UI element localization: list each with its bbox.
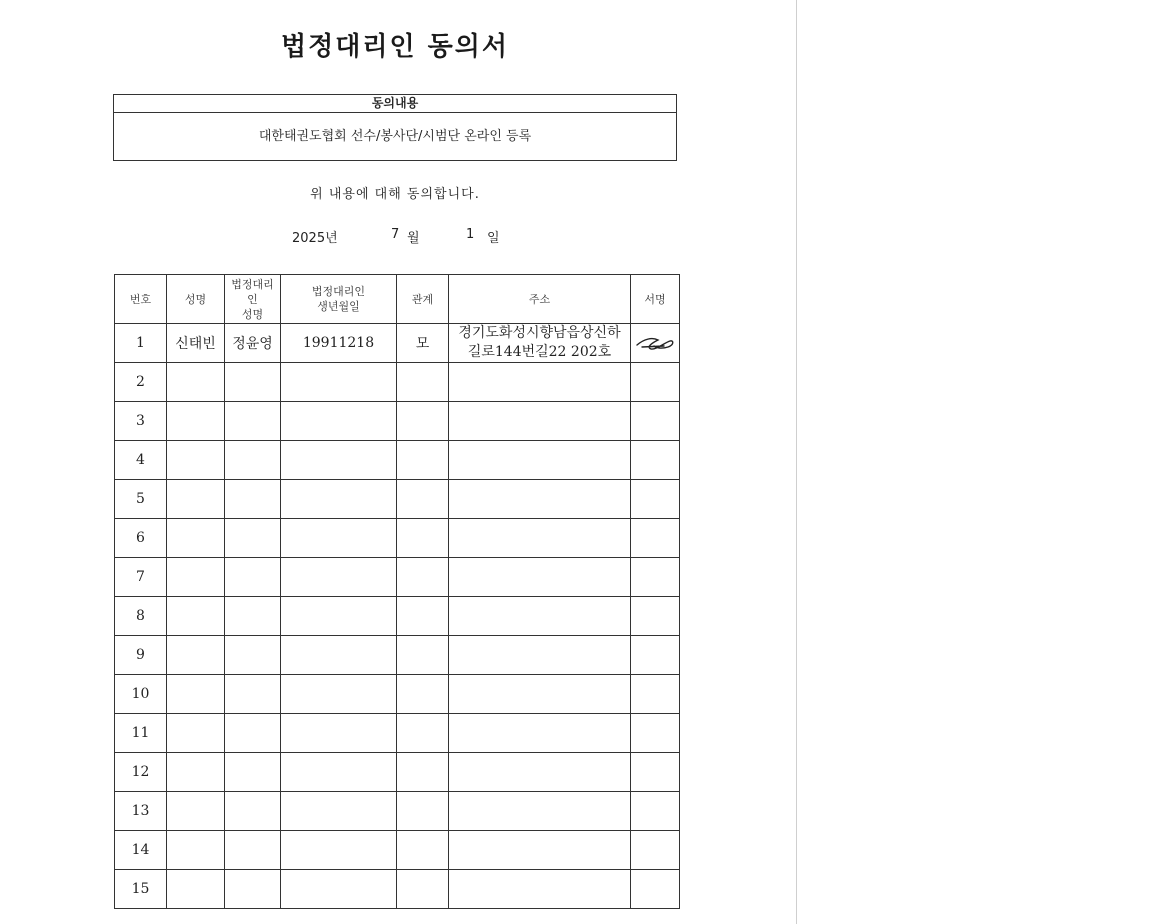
table-row [115, 441, 680, 480]
cell-guardian-name [225, 636, 281, 675]
cell-address [449, 441, 631, 480]
cell-guardian-birth [281, 636, 397, 675]
cell-guardian-name [225, 519, 281, 558]
cell-guardian-name [225, 792, 281, 831]
cell-number: 2 [115, 363, 167, 402]
cell-guardian-name [225, 831, 281, 870]
cell-name [167, 675, 225, 714]
cell-signature [631, 792, 680, 831]
cell-name [167, 792, 225, 831]
cell-guardian-birth [281, 675, 397, 714]
cell-guardian-birth [281, 558, 397, 597]
cell-name [167, 363, 225, 402]
cell-number: 12 [115, 753, 167, 792]
cell-guardian-name [225, 870, 281, 909]
table-row [115, 363, 680, 402]
date-month: 7 [391, 227, 400, 242]
cell-name [167, 402, 225, 441]
date-day-unit: 일 [487, 231, 500, 246]
cell-signature [631, 714, 680, 753]
cell-relation [397, 558, 449, 597]
date-day: 1 [466, 227, 475, 242]
table-row [115, 519, 680, 558]
cell-relation [397, 831, 449, 870]
cell-relation: 모 [397, 324, 449, 363]
table-row [115, 480, 680, 519]
cell-signature [631, 870, 680, 909]
document-title: 법정대리인 동의서 [281, 32, 509, 62]
cell-name [167, 597, 225, 636]
cell-signature [631, 558, 680, 597]
consent-header: 동의내용 [114, 95, 676, 113]
table-row [115, 831, 680, 870]
cell-relation [397, 363, 449, 402]
cell-number: 6 [115, 519, 167, 558]
cell-guardian-birth [281, 792, 397, 831]
cell-relation [397, 402, 449, 441]
cell-signature [631, 441, 680, 480]
cell-guardian-birth [281, 402, 397, 441]
cell-relation [397, 675, 449, 714]
cell-number: 8 [115, 597, 167, 636]
cell-number: 5 [115, 480, 167, 519]
cell-name: 신태빈 [167, 324, 225, 363]
cell-relation [397, 870, 449, 909]
cell-address: 경기도화성시향남읍상신하 길로144번길22 202호 [449, 324, 631, 363]
cell-relation [397, 441, 449, 480]
consent-content: 대한태권도협회 선수/봉사단/시범단 온라인 등록 [258, 129, 532, 144]
cell-guardian-name [225, 441, 281, 480]
table-row [115, 753, 680, 792]
cell-guardian-name [225, 558, 281, 597]
cell-relation [397, 597, 449, 636]
cell-guardian-name [225, 363, 281, 402]
cell-name [167, 636, 225, 675]
cell-number: 15 [115, 870, 167, 909]
cell-signature [631, 597, 680, 636]
cell-address [449, 792, 631, 831]
cell-guardian-name [225, 753, 281, 792]
cell-number: 13 [115, 792, 167, 831]
cell-relation [397, 753, 449, 792]
cell-relation [397, 714, 449, 753]
header-address: 주소 [449, 275, 631, 324]
cell-name [167, 753, 225, 792]
cell-signature [631, 363, 680, 402]
cell-address [449, 363, 631, 402]
blank-area [797, 0, 1152, 924]
date-year: 2025년 [292, 231, 338, 246]
agreement-statement: 위 내용에 대해 동의합니다. [310, 187, 480, 202]
table-row [115, 402, 680, 441]
cell-signature [631, 636, 680, 675]
cell-name [167, 558, 225, 597]
cell-signature [631, 480, 680, 519]
cell-number: 11 [115, 714, 167, 753]
handwritten-signature-icon [634, 331, 676, 355]
cell-address [449, 714, 631, 753]
cell-number: 9 [115, 636, 167, 675]
cell-guardian-name [225, 480, 281, 519]
cell-guardian-birth [281, 753, 397, 792]
cell-address [449, 402, 631, 441]
table-header-row [115, 275, 680, 324]
header-number: 번호 [115, 275, 167, 324]
cell-address [449, 753, 631, 792]
header-signature: 서명 [631, 275, 680, 324]
cell-number: 14 [115, 831, 167, 870]
header-relation: 관계 [397, 275, 449, 324]
cell-guardian-name [225, 675, 281, 714]
guardian-table [114, 274, 680, 909]
cell-number: 3 [115, 402, 167, 441]
header-guardian-name: 법정대리 인 성명 [225, 275, 281, 324]
table-row [115, 792, 680, 831]
date-row [0, 227, 790, 245]
cell-guardian-name [225, 402, 281, 441]
cell-guardian-birth [281, 480, 397, 519]
cell-name [167, 870, 225, 909]
cell-address [449, 480, 631, 519]
cell-guardian-birth [281, 441, 397, 480]
cell-relation [397, 636, 449, 675]
cell-guardian-birth [281, 870, 397, 909]
cell-address [449, 597, 631, 636]
cell-guardian-name [225, 597, 281, 636]
header-guardian-birth: 법정대리인 생년월일 [281, 275, 397, 324]
cell-name [167, 441, 225, 480]
cell-guardian-birth [281, 363, 397, 402]
date-month-unit: 월 [407, 231, 420, 246]
cell-number: 1 [115, 324, 167, 363]
cell-signature [631, 831, 680, 870]
cell-number: 4 [115, 441, 167, 480]
table-row [115, 324, 680, 363]
cell-address [449, 636, 631, 675]
table-body [115, 324, 680, 909]
cell-address [449, 675, 631, 714]
cell-signature [631, 324, 680, 363]
cell-address [449, 831, 631, 870]
cell-guardian-birth [281, 831, 397, 870]
cell-relation [397, 519, 449, 558]
cell-address [449, 870, 631, 909]
cell-number: 10 [115, 675, 167, 714]
cell-relation [397, 480, 449, 519]
table-row [115, 558, 680, 597]
cell-address [449, 519, 631, 558]
cell-signature [631, 402, 680, 441]
cell-guardian-birth [281, 519, 397, 558]
cell-name [167, 519, 225, 558]
cell-relation [397, 792, 449, 831]
consent-box [113, 94, 677, 161]
cell-name [167, 831, 225, 870]
cell-signature [631, 675, 680, 714]
table-row [115, 870, 680, 909]
header-name: 성명 [167, 275, 225, 324]
cell-address [449, 558, 631, 597]
table-row [115, 714, 680, 753]
cell-guardian-birth [281, 597, 397, 636]
cell-signature [631, 519, 680, 558]
cell-guardian-name: 정윤영 [225, 324, 281, 363]
cell-name [167, 714, 225, 753]
cell-name [167, 480, 225, 519]
cell-number: 7 [115, 558, 167, 597]
table-row [115, 675, 680, 714]
table-row [115, 597, 680, 636]
cell-guardian-birth [281, 714, 397, 753]
table-row [115, 636, 680, 675]
cell-guardian-birth: 19911218 [281, 324, 397, 363]
cell-guardian-name [225, 714, 281, 753]
cell-signature [631, 753, 680, 792]
